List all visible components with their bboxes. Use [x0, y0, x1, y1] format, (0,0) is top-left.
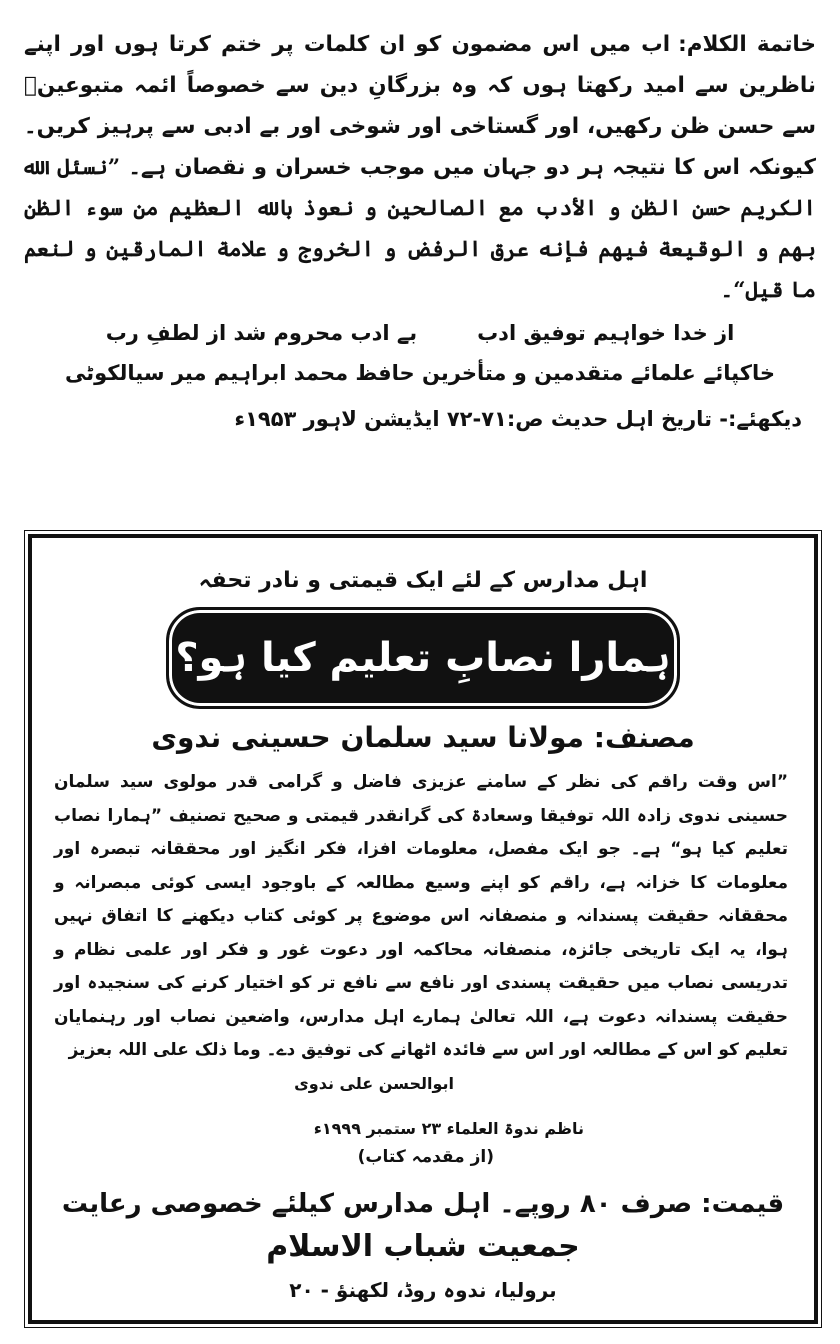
book-title-banner: ہمارا نصابِ تعلیم کیا ہو؟: [166, 607, 680, 709]
book-author: مصنف: مولانا سید سلمان حسینی ندوی: [151, 721, 695, 754]
publisher-address: برولیا، ندوہ روڈ، لکھنؤ - ۲۰: [289, 1277, 557, 1302]
closing-heading: خاتمة الکلام:: [678, 32, 816, 57]
arabic-prayer: ”نسئل الله الكريم حسن الظن و الأدب مع الصالحين و نعوذ بالله العظيم من سوء الظن بهم و الوقيعة فيهم فإنه عرق الرفض و الخروج و علامة المارقين و لنعم ما قيل“۔: [24, 155, 816, 303]
book-price: قیمت: صرف ۸۰ روپے۔ اہل مدارس کیلئے خصوصی رعایت: [61, 1188, 785, 1219]
book-advertisement: [28, 534, 818, 1324]
couplet-right: از خدا خواہیم توفیق ادب: [477, 321, 735, 345]
review-quote: ”اس وقت راقم کی نظر کے سامنے عزیزی فاضل و گرامی قدر مولوی سید سلمان حسینی ندوی زادہ اللہ توفیقا وسعادۃ کی گرانقدر قیمتی و صحیح تصنیف ”ہمارا نصاب تعلیم کیا ہو“ ہے۔ جو ایک مفصل، معلومات افزا، فکر انگیز اور محققانہ تبصرہ اور معلومات کا خزانہ ہے، راقم کو اپنے وسیع مطالعہ کے باوجود ایسی کوئی مبصرانہ و محققانہ حقیقت پسندانہ و منصفانہ اس موضوع پر کوئی کتاب دیکھنے کا اتفاق نہیں ہوا، یہ ایک تاریخی جائزہ، منصفانہ محاکمہ اور دعوت غور و فکر اور علمی نظام و تدریسی نصاب میں حقیقت پسندی اور نافع سے نافع تر کو اختیار کرنے کی سنجیدہ اور حقیقت پسندانہ دعوت ہے، اللہ تعالیٰ ہمارے اہل مدارس، واضعین نصاب اور رہنمایان تعلیم کو اس کے مطالعہ اور اس سے فائدہ اٹھانے کی توفیق دے۔ وما ذلک علی اللہ بعزیز: [54, 772, 788, 1060]
closing-paragraph: [24, 24, 816, 311]
author-signature: خاکپائے علمائے متقدمین و متأخرین حافظ محمد ابراہیم میر سیالکوٹی: [65, 361, 775, 385]
signer-designation: ناظم ندوۃ العلماء ۲۳ ستمبر ۱۹۹۹ء: [313, 1118, 584, 1138]
couplet-left: بے ادب محروم شد از لطفِ رب: [105, 321, 418, 345]
closing-text: اب میں اس مضمون کو ان کلمات پر ختم کرتا ہوں اور اپنے ناظرین سے امید رکھتا ہوں کہ وہ بزرگانِ دین سے خصوصاً ائمہ متبوعینؒ سے حسن ظن رکھیں، اور گستاخی اور شوخی اور بے ادبی سے پرہیز کریں۔ کیونکہ اس کا نتیجہ ہر دو جہان میں موجب خسران و نقصان ہے۔: [24, 32, 816, 180]
quote-source: (از مقدمہ کتاب): [357, 1146, 494, 1167]
persian-couplet: [24, 313, 816, 353]
closing-section: [24, 24, 816, 441]
reference-note: دیکھئے:- تاریخ اہل حدیث ص:۷۱-۷۲ ایڈیشن لاہور ۱۹۵۳ء: [234, 407, 802, 431]
ad-tagline: اہل مدارس کے لئے ایک قیمتی و نادر تحفہ: [198, 568, 648, 593]
publisher-name: جمعیت شباب الاسلام: [266, 1228, 580, 1264]
review-signer: ابوالحسن علی ندوی: [294, 1073, 454, 1093]
